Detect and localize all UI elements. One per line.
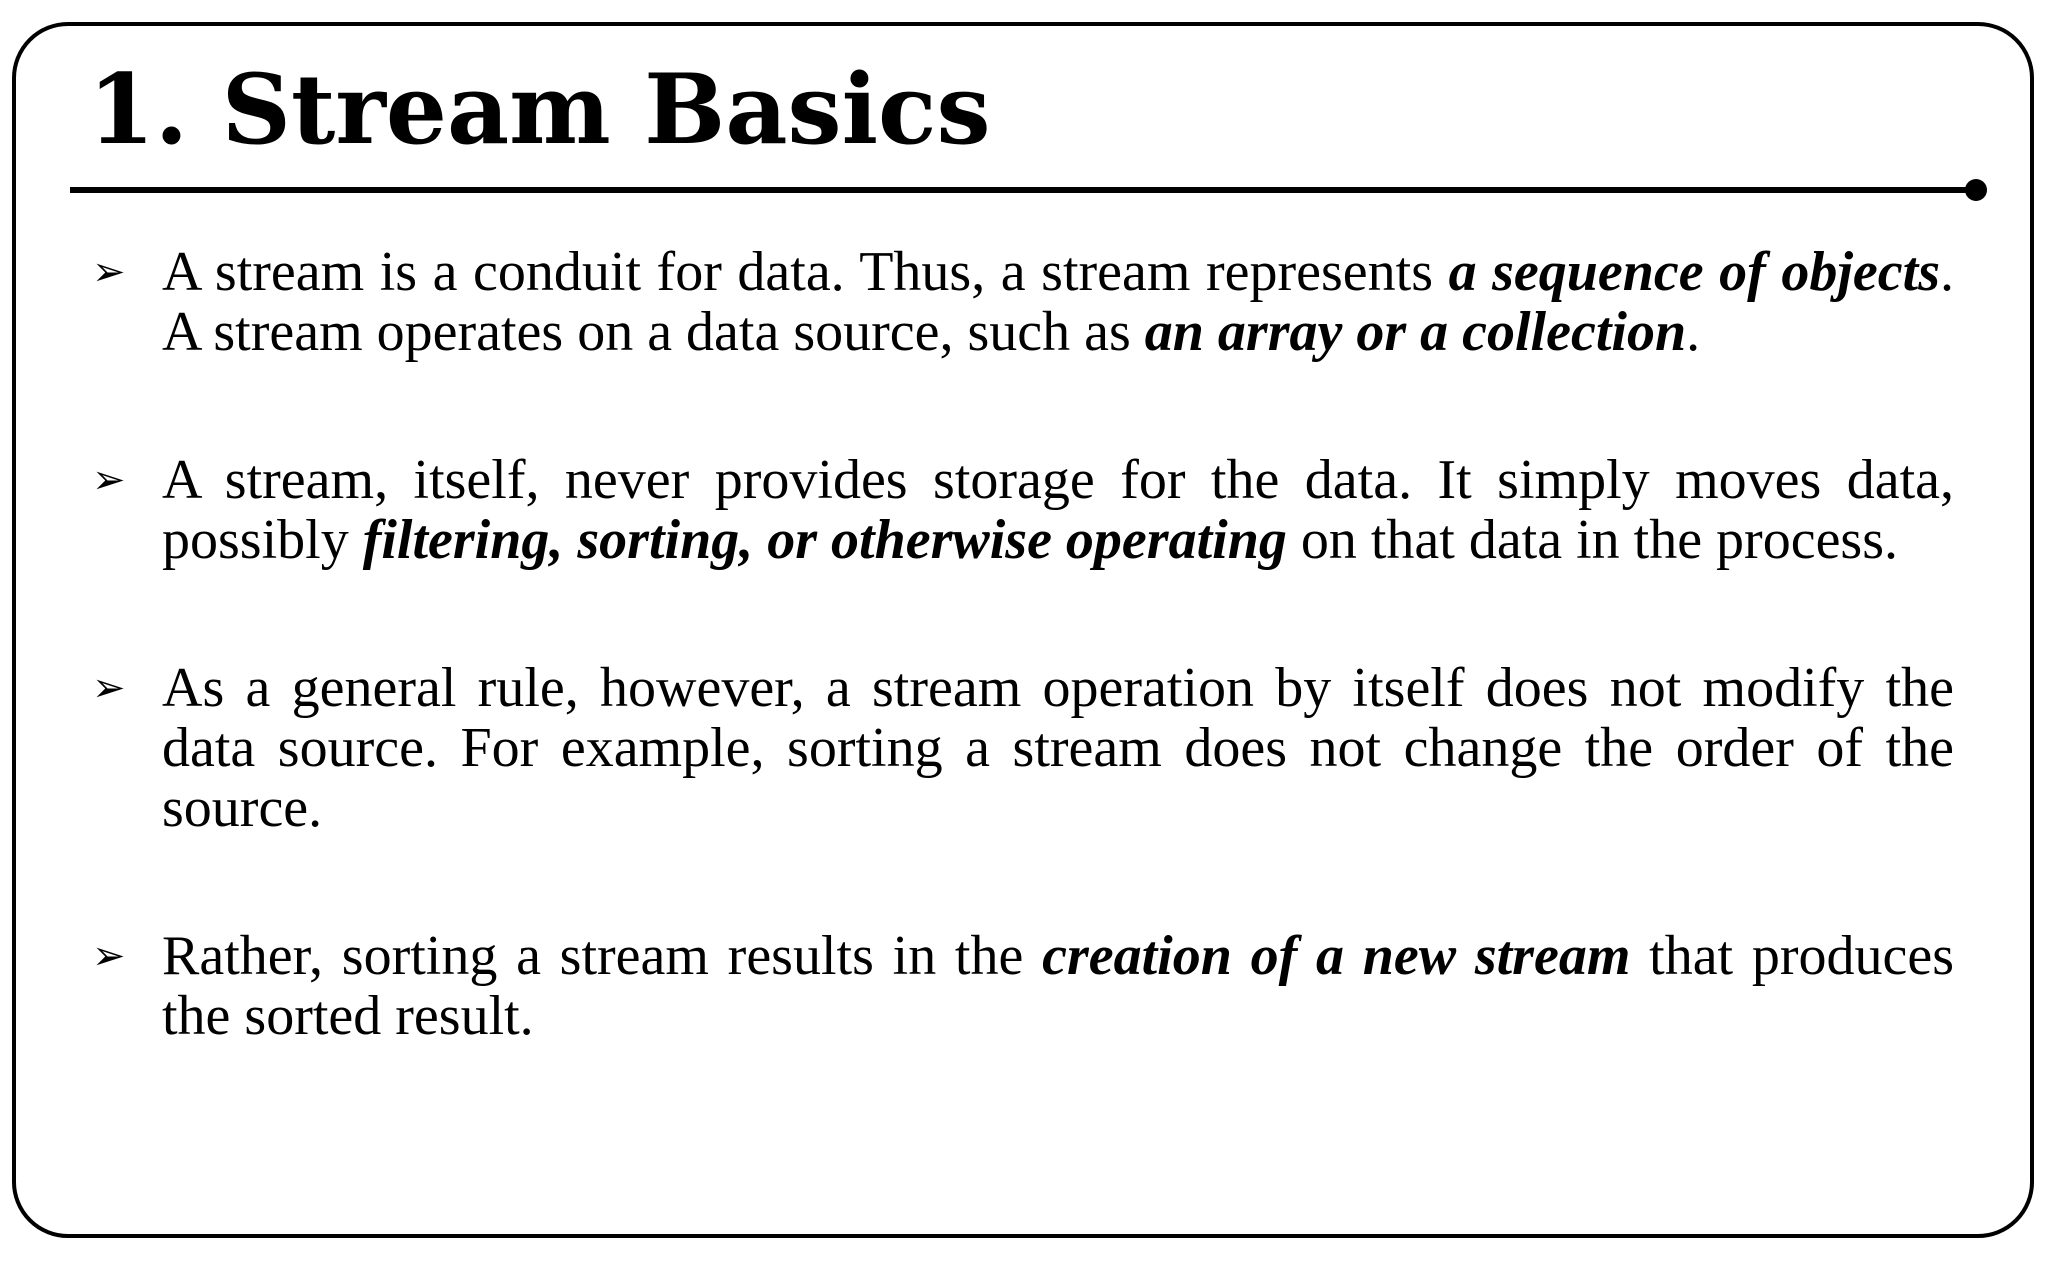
bullet-item — [92, 658, 1954, 838]
bullet-emphasis-segment: filtering, sorting, or otherwise operating — [362, 509, 1287, 571]
bullet-emphasis-segment: creation of a new stream — [1042, 925, 1631, 987]
bullet-text-segment: A stream is a conduit for data. Thus, a stream represents — [162, 241, 1449, 303]
bullet-item — [92, 926, 1954, 1046]
bullet-text-segment: that produces the sorted result. — [162, 925, 1955, 1047]
arrowhead-bullet-icon: ➢ — [92, 933, 126, 979]
bullet-text-segment: As a general rule, however, a stream operation by itself does not modify the data source. For example, sorting a stream does not change the order of the source. — [162, 657, 1954, 839]
divider-end-dot — [1965, 179, 1987, 201]
arrowhead-bullet-icon: ➢ — [92, 665, 126, 711]
arrowhead-bullet-icon: ➢ — [92, 457, 126, 503]
page-title: 1. Stream Basics — [88, 53, 991, 166]
bullet-emphasis-segment: a sequence of objects — [1448, 241, 1940, 303]
arrowhead-bullet-icon: ➢ — [92, 249, 126, 295]
bullet-text-segment: . A stream operates on a data source, such as — [162, 241, 1954, 363]
bullet-text-segment: . — [1686, 301, 1701, 363]
bullet-text-segment: A stream, itself, never provides storage for the data. It simply moves data, possibly — [162, 449, 1954, 571]
bullet-text-segment: Rather, sorting a stream results in the — [162, 925, 1043, 987]
bullet-item — [92, 450, 1954, 570]
bullet-item — [92, 242, 1954, 362]
title-divider — [70, 187, 1978, 193]
bullet-emphasis-segment: an array or a collection — [1144, 301, 1687, 363]
bullet-text-segment: on that data in the process. — [1286, 509, 1899, 571]
bullet-list — [92, 242, 1954, 1046]
